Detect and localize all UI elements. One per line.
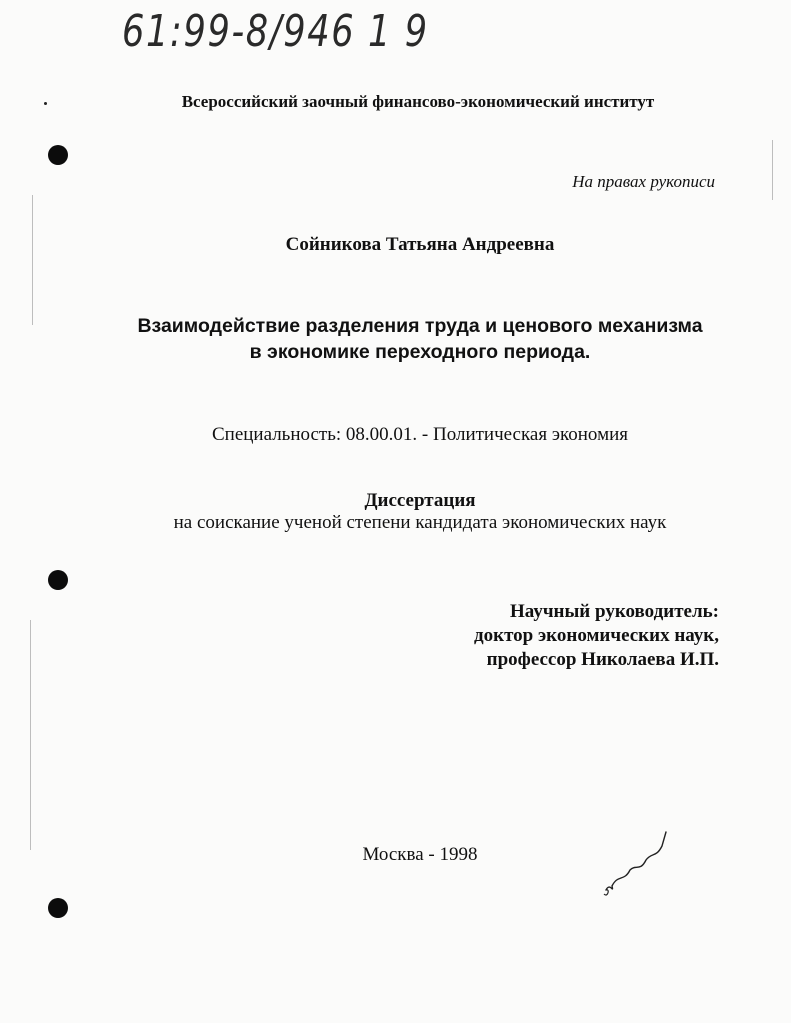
city-year: Москва - 1998 [362,844,478,865]
punch-hole [48,898,68,918]
author-name: Сойникова Татьяна Андреевна [285,234,555,255]
degree-purpose: на соискание ученой степени кандидата экономических наук [173,512,667,533]
specialty: Специальность: 08.00.01. - Политическая экономия [211,424,628,445]
signature [596,824,676,904]
supervisor-heading: Научный руководитель: [510,601,719,622]
handwritten-catalog-number: 61:99-8/946 1 9 [122,6,429,57]
scan-edge-line [32,195,33,325]
title-line-1: Взаимодействие разделения труда и ценового механизма [137,315,703,337]
rights-note: На правах рукописи [572,172,715,191]
punch-hole [48,570,68,590]
supervisor-name: профессор Николаева И.П. [486,649,719,670]
title-line-2: в экономике переходного периода. [249,341,591,363]
supervisor-degree: доктор экономических наук, [474,625,719,646]
supervisor-block [474,600,719,672]
scan-edge-line [772,140,773,200]
dissertation-title [0,313,791,365]
dissertation-label: Диссертация [364,490,476,511]
scan-edge-line [30,620,31,850]
punch-hole [48,145,68,165]
institute-name: Всероссийский заочный финансово-экономический институт [181,92,655,111]
